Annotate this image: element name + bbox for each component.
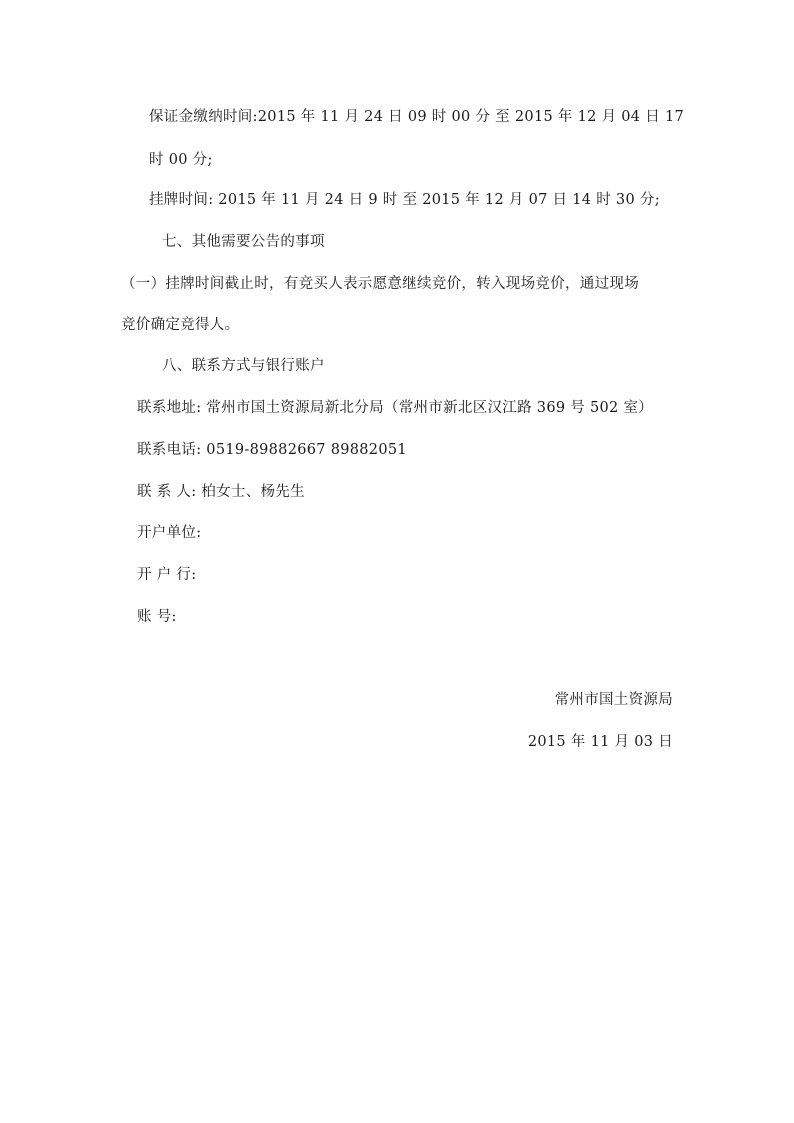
deposit-time-line: 保证金缴纳时间:2015 年 11 月 24 日 09 时 00 分 至 2015 年 12 月 04 日 17 [149, 109, 684, 125]
account-holder-line: 开户单位: [137, 525, 202, 541]
issuer-name: 常州市国土资源局 [554, 692, 673, 708]
section-7-item-1-continuation: 竞价确定竞得人。 [121, 317, 240, 333]
contact-address-line: 联系地址: 常州市国土资源局新北分局（常州市新北区汉江路 369 号 502 室） [137, 400, 654, 416]
contact-phone-line: 联系电话: 0519-89882667 89882051 [137, 442, 407, 458]
deposit-time-continuation: 时 00 分; [149, 152, 213, 168]
contact-person-line: 联 系 人: 柏女士、杨先生 [137, 484, 305, 500]
section-7-heading: 七、其他需要公告的事项 [162, 234, 325, 250]
bank-line: 开 户 行: [137, 567, 197, 583]
account-number-line: 账 号: [137, 609, 177, 625]
section-8-heading: 八、联系方式与银行账户 [162, 358, 325, 374]
section-7-item-1: （一）挂牌时间截止时，有竞买人表示愿意继续竞价，转入现场竞价，通过现场 [121, 276, 639, 292]
listing-time-line: 挂牌时间: 2015 年 11 月 24 日 9 时 至 2015 年 12 月 07 日 14 时 30 分; [149, 192, 660, 208]
issue-date: 2015 年 11 月 03 日 [527, 734, 673, 750]
